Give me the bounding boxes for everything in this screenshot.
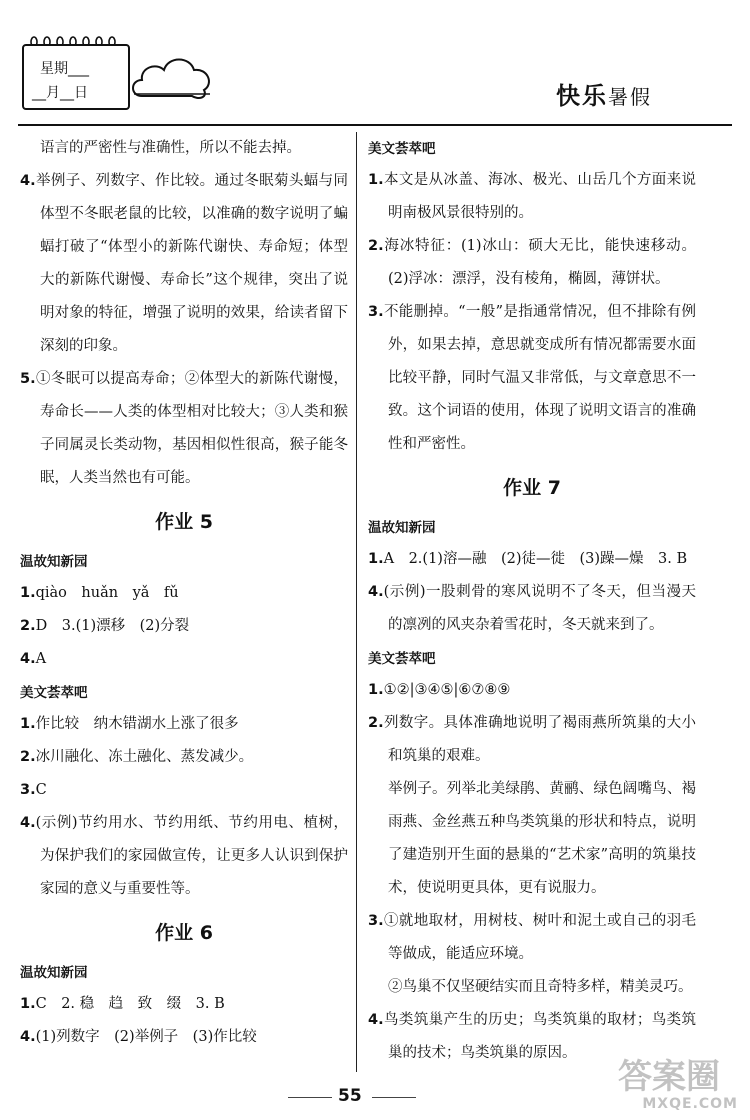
page-number-rule-left xyxy=(288,1097,332,1098)
section-heading: 美文荟萃吧 xyxy=(368,141,436,157)
brand-logo: 快乐暑假 xyxy=(556,82,652,110)
page-number-rule-right xyxy=(372,1097,416,1098)
answer-item: 3.不能删掉。“一般”是指通常情况，但不排除有例外，如果去掉，意思就变成所有情况都需要水面比较平静，同时气温又非常低，与文章意思不一致。这个词语的使用，体现了说明文语言的准确性和严密性。 xyxy=(368,304,696,452)
right-column xyxy=(368,132,696,1070)
assignment-title: 作业 6 xyxy=(155,922,213,944)
answer-item: 5.①冬眠可以提高寿命；②体型大的新陈代谢慢，寿命长——人类的体型相对比较大；③人类和猴子同属灵长类动物，基因相似性很高，猴子能冬眠，人类当然也有可能。 xyxy=(20,371,348,486)
section-heading: 美文荟萃吧 xyxy=(20,685,88,701)
answer-item: 4.(示例)节约用水、节约用纸、节约用电、植树，为保护我们的家园做宣传，让更多人认识到保护家园的意义与重要性等。 xyxy=(20,815,348,897)
section-heading: 温故知新园 xyxy=(20,965,88,981)
answer-item: 1.①②|③④⑤|⑥⑦⑧⑨ xyxy=(368,682,511,698)
answer-item: 2.列数字。具体准确地说明了褐雨燕所筑巢的大小和筑巢的艰难。 xyxy=(368,715,696,764)
answer-item: 1.C 2. 稳 趋 致 缀 3. B xyxy=(20,996,225,1012)
week-label: 星期 xyxy=(40,61,68,77)
answer-item: 1.本文是从冰盖、海冰、极光、山岳几个方面来说明南极风景很特别的。 xyxy=(368,172,696,221)
answer-item: 2.海冰特征：(1)冰山：硕大无比，能快速移动。(2)浮冰：漂浮，没有棱角，椭圆，薄饼状。 xyxy=(368,238,696,287)
answer-item: 1.作比较 纳木错湖水上涨了很多 xyxy=(20,716,239,732)
answer-continuation: ②鸟巢不仅坚硬结实而且奇特多样，精美灵巧。 xyxy=(388,979,693,995)
watermark-logo: 答案圈 MXQE.COM xyxy=(618,1057,738,1112)
assignment-title: 作业 5 xyxy=(155,511,213,533)
answer-item: 3.C xyxy=(20,782,47,798)
answer-item: 1.A 2.(1)溶—融 (2)徒—徙 (3)躁—燥 3. B xyxy=(368,551,688,567)
answer-item: 4.举例子、列数字、作比较。通过冬眠菊头蝠与同体型不冬眠老鼠的比较，以准确的数字说明了蝙蝠打破了“体型小的新陈代谢快、寿命短；体型大的新陈代谢慢、寿命长”这个规律，突出了说明对象的特征，增强了说明的效果，给读者留下深刻的印象。 xyxy=(20,173,348,354)
section-heading: 美文荟萃吧 xyxy=(368,651,436,667)
answer-item: 3.①就地取材，用树枝、树叶和泥土或自己的羽毛等做成，能适应环境。 xyxy=(368,913,696,962)
answer-continuation: 举例子。列举北美绿鹃、黄鹂、绿色阔嘴鸟、褐雨燕、金丝燕五种鸟类筑巢的形状和特点，说明了建造别开生面的悬巢的“艺术家”高明的筑巢技术，使说明更具体，更有说服力。 xyxy=(388,781,696,896)
page-header: 星期___ __月__日 快乐暑假 xyxy=(0,0,750,128)
answer-item: 2.冰川融化、冻土融化、蒸发减少。 xyxy=(20,749,254,765)
answer-item: 4.(示例)一股刺骨的寒风说明不了冬天，但当漫天的凛冽的风夹杂着雪花时，冬天就来到了。 xyxy=(368,584,696,633)
section-heading: 温故知新园 xyxy=(20,554,88,570)
assignment-title: 作业 7 xyxy=(503,477,561,499)
answer-item: 2.D 3.(1)漂移 (2)分裂 xyxy=(20,618,190,634)
left-column xyxy=(20,132,348,1054)
answer-item: 4.鸟类筑巢产生的历史；鸟类筑巢的取材；鸟类筑巢的技术；鸟类筑巢的原因。 xyxy=(368,1012,696,1061)
answer-item: 4.A xyxy=(20,651,47,667)
column-divider xyxy=(356,132,357,1072)
answer-item: 1.qiào huǎn yǎ fǔ xyxy=(20,585,179,601)
section-heading: 温故知新园 xyxy=(368,520,436,536)
page-number: 55 xyxy=(338,1086,362,1106)
answer-continuation: 语言的严密性与准确性，所以不能去掉。 xyxy=(40,140,301,156)
header-rule xyxy=(18,124,732,126)
cloud-icon xyxy=(128,50,214,104)
date-line: __月__日 xyxy=(32,85,88,101)
answer-item: 4.(1)列数字 (2)举例子 (3)作比较 xyxy=(20,1029,257,1045)
